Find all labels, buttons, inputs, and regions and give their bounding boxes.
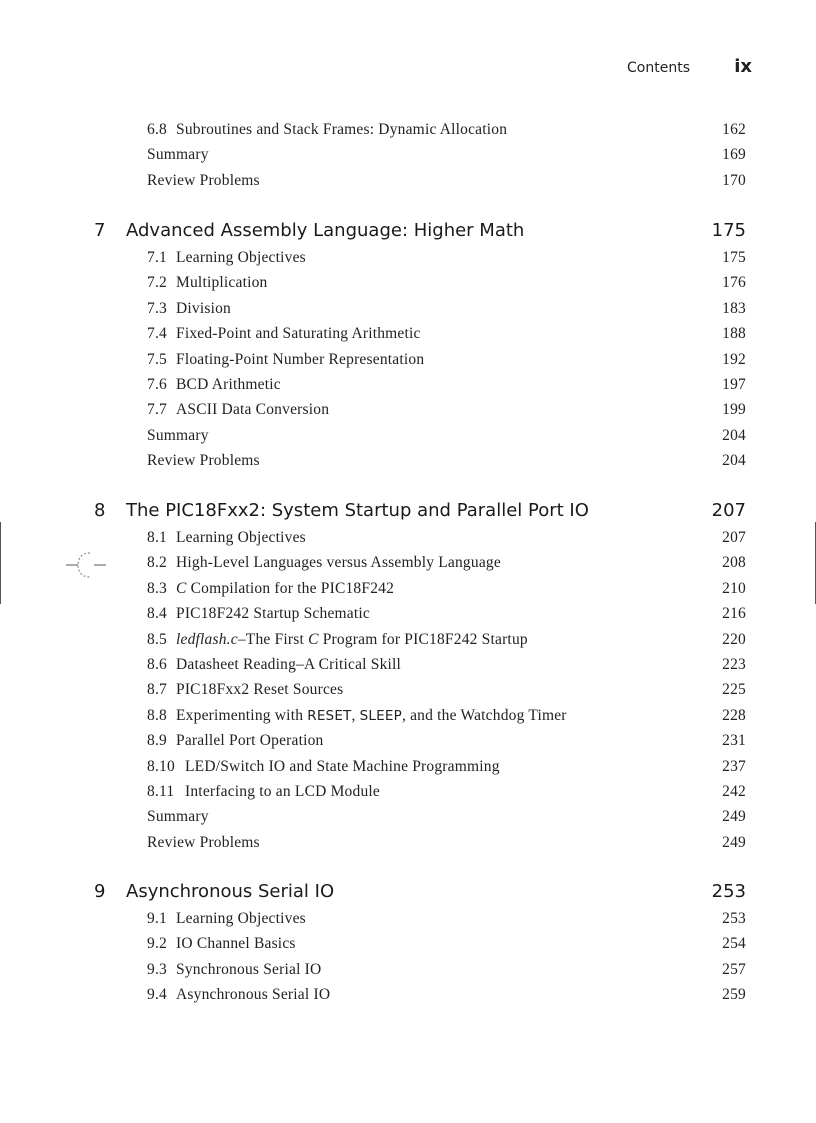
section-page: 254 — [722, 935, 746, 953]
section-page: 188 — [722, 325, 746, 343]
title-fragment: ledflash.c — [176, 630, 238, 648]
section-title: Division — [176, 299, 231, 317]
section-title: Review Problems — [147, 833, 260, 851]
section-page: 169 — [722, 146, 746, 164]
section-title: Parallel Port Operation — [176, 732, 324, 750]
section-title: High-Level Languages versus Assembly Language — [176, 554, 501, 572]
section-title: ASCII Data Conversion — [176, 401, 330, 419]
title-fragment: RESET — [307, 707, 352, 724]
section-number: 6.8 — [147, 121, 167, 138]
header-label: Contents — [627, 60, 690, 76]
section-title: Summary — [147, 426, 209, 444]
section-number: 8.8 — [147, 706, 167, 724]
section-number: 7.2 — [147, 274, 167, 292]
section-title: Learning Objectives — [176, 910, 306, 927]
section-title: Review Problems — [147, 452, 260, 470]
section-title: Interfacing to an LCD Module — [185, 783, 380, 800]
chapter-page: 175 — [711, 220, 746, 241]
title-fragment: SLEEP — [359, 707, 402, 724]
chapter-title: The PIC18Fxx2: System Startup and Parallel Port IO — [126, 500, 589, 521]
chapter-number: 7 — [94, 220, 106, 241]
section-number: 7.1 — [147, 249, 167, 266]
title-fragment: , — [351, 706, 360, 724]
section-title: Summary — [147, 146, 209, 164]
section-title: Datasheet Reading–A Critical Skill — [176, 656, 402, 673]
section-page: 220 — [722, 630, 746, 648]
section-number: 7.6 — [147, 376, 167, 393]
section-page: 249 — [722, 808, 746, 826]
section-page: 208 — [722, 554, 746, 572]
section-number: 8.3 — [147, 579, 167, 597]
section-title — [176, 580, 394, 598]
title-fragment: C — [308, 630, 319, 648]
title-fragment: , and the Watchdog Timer — [401, 706, 567, 724]
title-fragment: –The First — [237, 630, 309, 648]
section-number: 7.4 — [147, 325, 167, 343]
section-page: 175 — [722, 249, 746, 266]
section-page: 199 — [722, 401, 746, 419]
section-title: Floating-Point Number Representation — [176, 350, 425, 368]
section-number: 9.4 — [147, 986, 167, 1004]
section-title — [176, 707, 567, 725]
section-number: 8.9 — [147, 732, 167, 750]
section-title — [176, 631, 528, 649]
chapter-page: 253 — [711, 881, 746, 902]
section-number: 7.7 — [147, 401, 167, 419]
section-number: 8.7 — [147, 681, 167, 699]
section-title: Learning Objectives — [176, 529, 306, 546]
title-fragment: Experimenting with — [176, 706, 308, 724]
section-page: 223 — [722, 656, 746, 673]
section-page: 231 — [722, 732, 746, 750]
header-page-number: ix — [734, 56, 752, 77]
section-title: Review Problems — [147, 171, 260, 189]
section-number: 9.3 — [147, 960, 167, 978]
section-number: 8.2 — [147, 554, 167, 572]
section-number: 9.1 — [147, 910, 167, 927]
section-page: 242 — [722, 783, 746, 800]
section-page: 170 — [722, 171, 746, 189]
section-page: 204 — [722, 452, 746, 470]
section-title: Summary — [147, 808, 209, 826]
chapter-page: 207 — [711, 500, 746, 521]
title-fragment: C — [176, 579, 187, 597]
section-page: 253 — [722, 910, 746, 927]
section-title: Asynchronous Serial IO — [176, 986, 331, 1004]
section-title: IO Channel Basics — [176, 935, 296, 953]
section-title: Multiplication — [176, 274, 268, 292]
chapter-number: 9 — [94, 881, 106, 902]
section-number: 8.6 — [147, 656, 167, 673]
chapter-number: 8 — [94, 500, 106, 521]
section-number: 8.5 — [147, 630, 167, 648]
section-number: 8.11 — [147, 783, 175, 800]
section-page: 210 — [722, 579, 746, 597]
section-page: 228 — [722, 706, 746, 724]
section-title: Subroutines and Stack Frames: Dynamic Allocation — [176, 121, 508, 138]
section-title: Learning Objectives — [176, 249, 306, 266]
section-page: 204 — [722, 426, 746, 444]
section-title: LED/Switch IO and State Machine Programming — [185, 757, 500, 775]
section-page: 162 — [722, 121, 746, 138]
registration-mark — [62, 548, 112, 582]
chapter-title: Advanced Assembly Language: Higher Math — [126, 220, 525, 241]
section-title: BCD Arithmetic — [176, 376, 281, 393]
section-page: 176 — [722, 274, 746, 292]
section-number: 8.4 — [147, 605, 167, 623]
section-title: Fixed-Point and Saturating Arithmetic — [176, 325, 421, 343]
section-page: 257 — [722, 960, 746, 978]
section-title: PIC18F242 Startup Schematic — [176, 605, 370, 623]
section-page: 192 — [722, 350, 746, 368]
section-number: 7.5 — [147, 350, 167, 368]
section-page: 183 — [722, 299, 746, 317]
section-number: 7.3 — [147, 299, 167, 317]
section-number: 8.1 — [147, 529, 167, 546]
left-crop-line-top — [0, 522, 1, 604]
section-page: 249 — [722, 833, 746, 851]
section-page: 197 — [722, 376, 746, 393]
section-page: 207 — [722, 529, 746, 546]
title-fragment: Compilation for the PIC18F242 — [186, 579, 395, 597]
section-page: 225 — [722, 681, 746, 699]
title-fragment: Program for PIC18F242 Startup — [318, 630, 528, 648]
section-number: 8.10 — [147, 757, 175, 775]
section-title: Synchronous Serial IO — [176, 960, 322, 978]
section-page: 259 — [722, 986, 746, 1004]
chapter-title: Asynchronous Serial IO — [126, 881, 335, 902]
section-page: 237 — [722, 757, 746, 775]
section-page: 216 — [722, 605, 746, 623]
section-number: 9.2 — [147, 935, 167, 953]
section-title: PIC18Fxx2 Reset Sources — [176, 681, 344, 699]
